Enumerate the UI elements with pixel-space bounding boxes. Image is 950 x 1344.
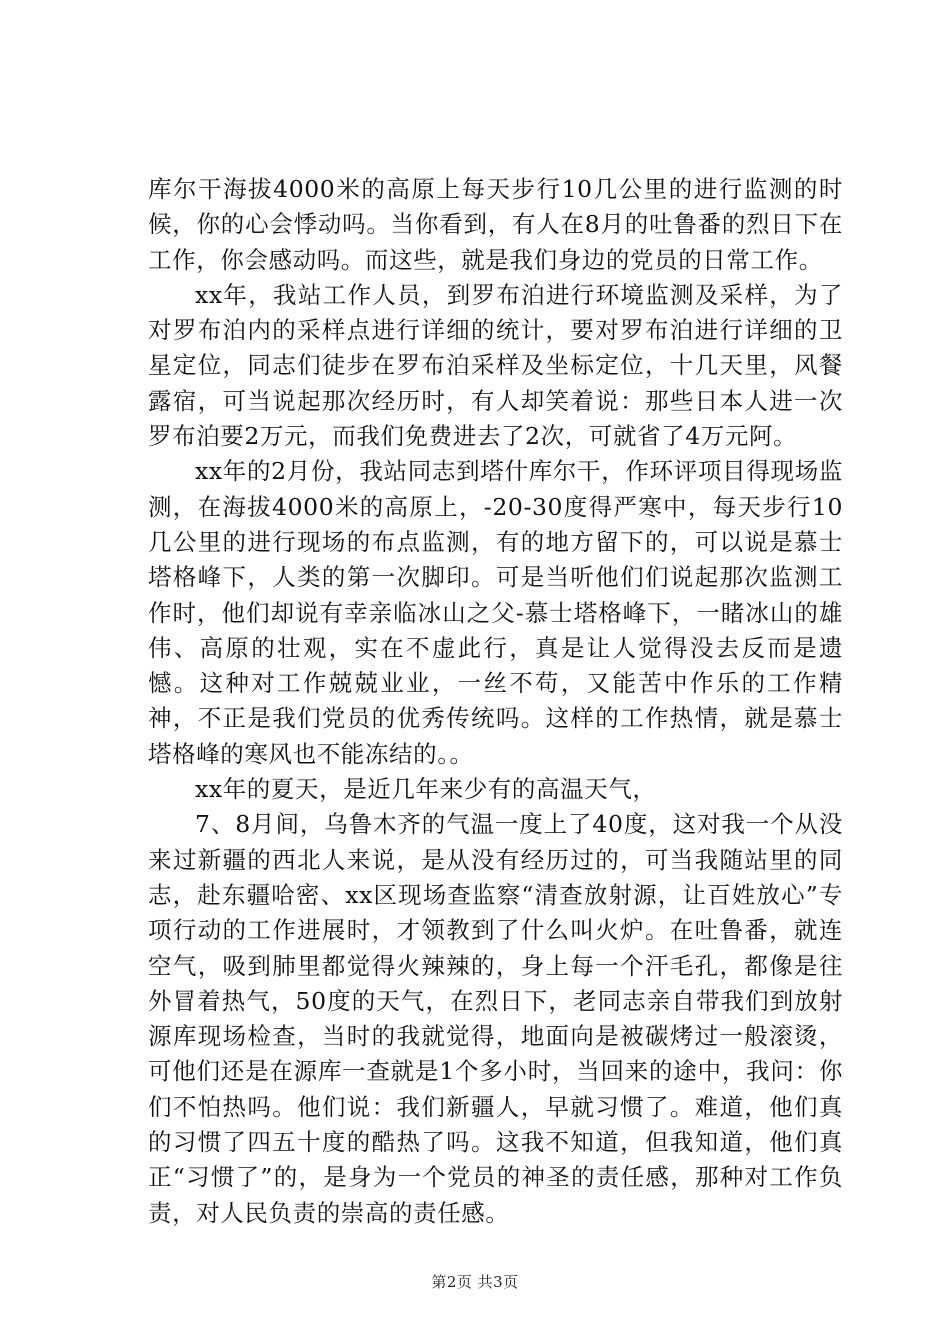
- paragraph-3: xx年的2月份，我站同志到塔什库尔干，作环评项目得现场监测，在海拔4000米的高原上，-20-30度得严寒中，每天步行10几公里的进行现场的布点监测，有的地方留下的，可以说是慕士塔格峰下，人类的第一次脚印。可是当听他们们说起那次监测工作时，他们却说有幸亲临冰山之父-慕士塔格峰下，一睹冰山的雄伟、高原的壮观，实在不虚此行，真是让人觉得没去反而是遗憾。这种对工作兢兢业业，一丝不苟，又能苦中作乐的工作精神，不正是我们党员的优秀传统吗。这样的工作热情，就是慕士塔格峰的寒风也不能冻结的。。: [148, 457, 843, 768]
- document-body: [148, 172, 843, 1231]
- paragraph-1: 库尔干海拔4000米的高原上每天步行10几公里的进行监测的时候，你的心会悸动吗。当你看到，有人在8月的吐鲁番的烈日下在工作，你会感动吗。而这些，就是我们身边的党员的日常工作。: [148, 175, 843, 274]
- paragraph-2: xx年，我站工作人员，到罗布泊进行环境监测及采样，为了对罗布泊内的采样点进行详细的统计，要对罗布泊进行详细的卫星定位，同志们徒步在罗布泊采样及坐标定位，十几天里，风餐露宿，可当说起那次经历时，有人却笑着说：那些日本人进一次罗布泊要2万元，而我们免费进去了2次，可就省了4万元阿。: [148, 280, 843, 451]
- paragraph-4: xx年的夏天，是近几年来少有的高温天气，: [195, 775, 657, 804]
- paragraph-5: 7、8月间，乌鲁木齐的气温一度上了40度，这对我一个从没来过新疆的西北人来说，是从没有经历过的，可当我随站里的同志，赴东疆哈密、xx区现场查监察“清查放射源，让百姓放心”专项行动的工作进展时，才领教到了什么叫火炉。在吐鲁番，就连空气，吸到肺里都觉得火辣辣的，身上每一个汗毛孔，都像是往外冒着热气，50度的天气，在烈日下，老同志亲自带我们到放射源库现场检查，当时的我就觉得，地面向是被碳烤过一般滚烫，可他们还是在源库一查就是1个多小时，当回来的途中，我问：你们不怕热吗。他们说：我们新疆人，早就习惯了。难道，他们真的习惯了四五十度的酷热了吗。这我不知道，但我知道，他们真正“习惯了”的，是身为一个党员的神圣的责任感，那种对工作负责，对人民负责的崇高的责任感。: [148, 810, 843, 1227]
- page-footer: 第2页 共3页: [431, 1273, 519, 1291]
